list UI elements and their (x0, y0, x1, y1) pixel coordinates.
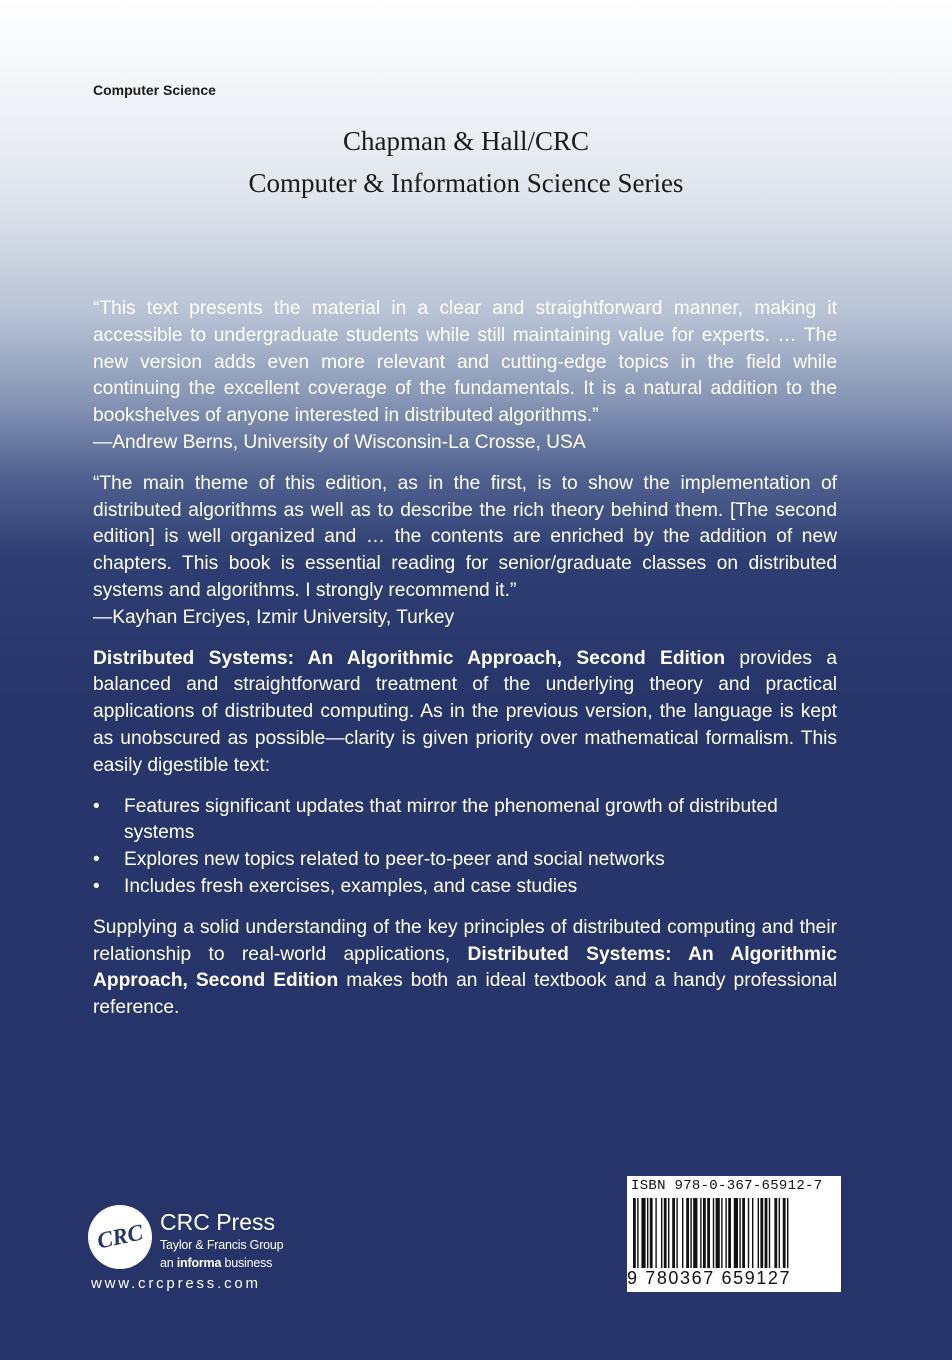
list-item: • Explores new topics related to peer-to-peer and social networks (93, 847, 837, 874)
review-quote-1 (93, 296, 837, 457)
barcode-bar (703, 1198, 706, 1268)
barcode-bar (760, 1198, 763, 1268)
barcode-bar (633, 1198, 636, 1268)
barcode-bar (641, 1198, 645, 1268)
list-item: • Features significant updates that mirror the phenomenal growth of distributed systems (93, 795, 778, 844)
category-label: Computer Science (93, 82, 216, 98)
back-cover-text (93, 296, 837, 1022)
barcode-bar (765, 1198, 768, 1268)
book-title-bold: Distributed Systems: An Algorithmic Approach, Second Edition (93, 943, 837, 992)
quote-text: “This text presents the material in a clear and straightforward manner, making it accessible to undergraduate students while still maintaining value for experts. … The new version adds even more relevant and cutting-edge topics in the field while continuing the excellent coverage of the fundamentals. It is a natural addition to the bookshelves of anyone interested in distributed algorithms.” (93, 298, 837, 427)
barcode-bar (728, 1198, 731, 1268)
book-description (93, 646, 837, 780)
barcode-bar (700, 1198, 701, 1268)
barcode-bar (774, 1198, 777, 1268)
barcode-bar (672, 1198, 675, 1268)
barcode-bar (661, 1198, 662, 1268)
quote-attribution: —Andrew Berns, University of Wisconsin-La Crosse, USA (93, 431, 586, 453)
barcode-bar (686, 1198, 689, 1268)
barcode-bar (682, 1198, 683, 1268)
feature-list (93, 794, 837, 901)
barcode-bar (787, 1198, 788, 1268)
barcode-bar (725, 1198, 726, 1268)
barcode-bar (752, 1198, 753, 1268)
crc-logo-icon (88, 1205, 152, 1269)
crc-logo-text: CRC (94, 1219, 146, 1254)
quote-attribution: —Kayhan Erciyes, Izmir University, Turkey (93, 606, 455, 628)
isbn-label: ISBN 978-0-367-65912-7 (631, 1178, 823, 1194)
closing-paragraph: Supplying a solid understanding of the key principles of distributed computing and their relationship to real-world applications, Distributed Systems: An Algorithmic Approach, Second Edition makes both an ideal textbook and a handy professional reference. (93, 916, 837, 1019)
book-title-bold: Distributed Systems: An Algorithmic Approach, Second Edition (93, 647, 726, 669)
bullet-icon: • (93, 849, 100, 871)
bullet-icon: • (93, 875, 100, 897)
barcode-digits: 9 780367 659127 (627, 1268, 792, 1288)
barcode-bar (690, 1198, 691, 1268)
barcode (627, 1176, 841, 1292)
barcode-bars-icon (633, 1198, 835, 1270)
publisher-logo (88, 1205, 328, 1305)
barcode-bar (676, 1198, 677, 1268)
barcode-bar (758, 1198, 759, 1268)
barcode-bar (637, 1198, 638, 1268)
barcode-bar (779, 1198, 780, 1268)
publisher-name: CRC Press (160, 1209, 276, 1235)
series-line-1: Chapman & Hall/CRC (343, 126, 589, 156)
barcode-bar (721, 1198, 722, 1268)
barcode-bar (742, 1198, 745, 1268)
barcode-bar (647, 1198, 648, 1268)
series-title (0, 120, 932, 204)
barcode-bar (734, 1198, 738, 1268)
barcode-bar (783, 1198, 786, 1268)
review-quote-2 (93, 471, 837, 632)
bullet-icon: • (93, 795, 100, 817)
barcode-bar (739, 1198, 740, 1268)
barcode-bar (769, 1198, 770, 1268)
description-text: provides a balanced and straightforward treatment of the underlying theory and practical applications of distributed computing. As in the previous version, the language is kept as unobscured as possible—clarity is given priority over mathematical formalism. This easily digestible text: (93, 647, 838, 776)
barcode-bar (748, 1198, 749, 1268)
list-item: • Includes fresh exercises, examples, and case studies (93, 874, 837, 901)
barcode-bar (668, 1198, 669, 1268)
series-line-2: Computer & Information Science Series (248, 168, 684, 198)
barcode-bar (707, 1198, 710, 1268)
publisher-group: Taylor & Francis Group (160, 1238, 284, 1252)
publisher-url: www.crcpress.com (91, 1275, 261, 1292)
publisher-business: an informa business (160, 1256, 273, 1270)
barcode-bar (650, 1198, 653, 1268)
barcode-bar (713, 1198, 714, 1268)
quote-text: “The main theme of this edition, as in the first, is to show the implementation of distributed algorithms as well as to describe the rich theory behind them. [The second edition] is well organized and … the contents are enriched by the addition of new chapters. This book is essential reading for senior/graduate classes on distributed systems and algorithms. I strongly recommend it.” (93, 472, 837, 601)
barcode-bar (716, 1198, 720, 1268)
barcode-bar (664, 1198, 667, 1268)
barcode-bar (693, 1198, 697, 1268)
barcode-bar (655, 1198, 656, 1268)
